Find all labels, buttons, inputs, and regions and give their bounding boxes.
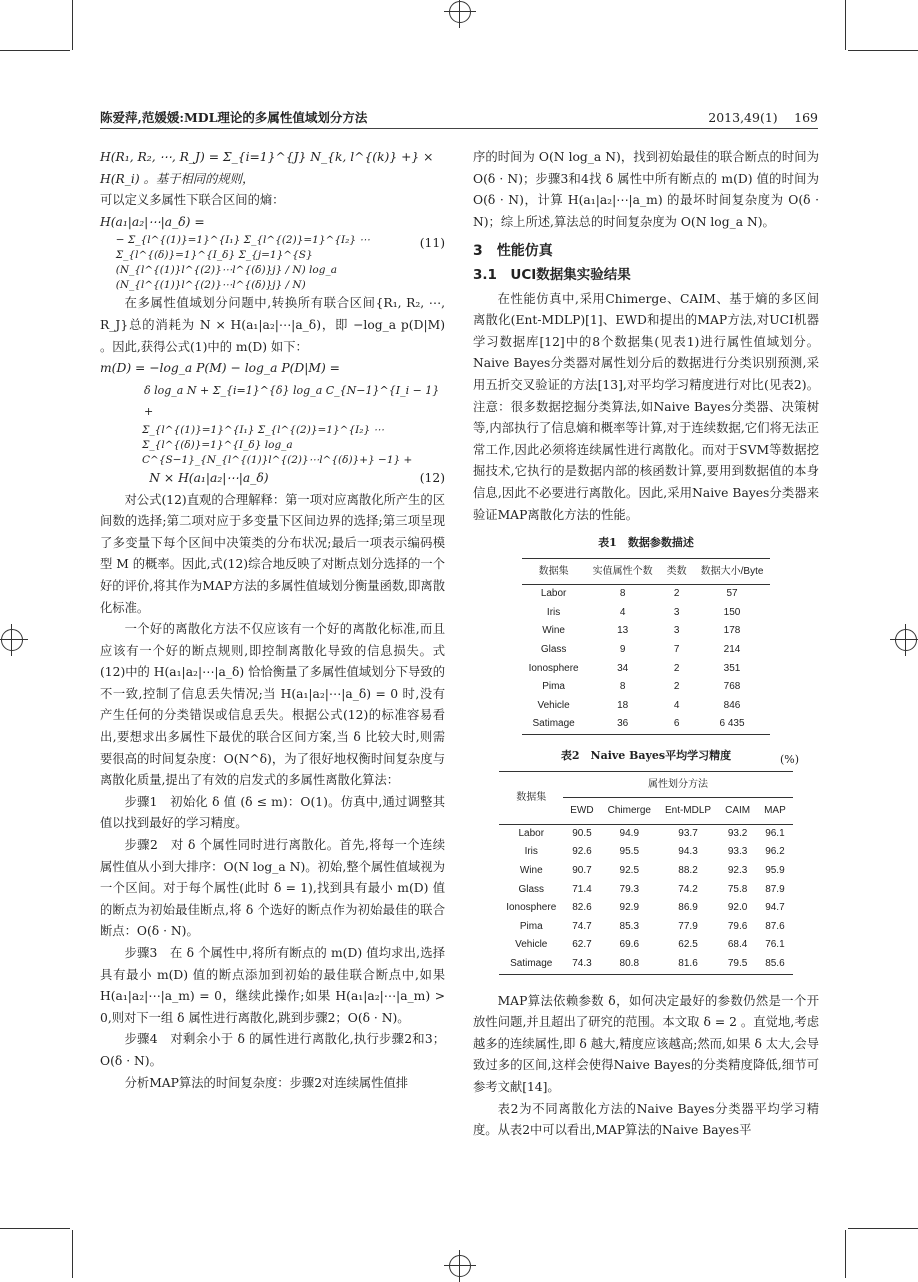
paragraph: 可以定义多属性下联合区间的熵： (100, 193, 285, 208)
table-row (522, 622, 771, 641)
registration-mark-icon (449, 1, 471, 23)
header-year-page: 2013,49(1) 169 (708, 110, 818, 125)
table-cell: 4 (619, 606, 626, 618)
table-cell: 74.7 (572, 920, 592, 932)
table-cell: Pima (542, 681, 565, 693)
crop-mark (0, 1228, 70, 1229)
equation-11-lhs: H(a₁|a₂|⋯|a_δ) = (100, 214, 205, 229)
table-row (522, 641, 771, 660)
table-cell: 85.3 (619, 920, 640, 932)
table-cell: 92.9 (619, 902, 640, 914)
table-cell: 8 (619, 681, 626, 693)
table-cell: 768 (723, 681, 741, 693)
table-cell: 7 (673, 644, 680, 656)
table-cell: Glass (518, 883, 545, 895)
table-cell: 92.5 (619, 865, 640, 876)
table-cell: 95.5 (619, 846, 640, 858)
equation-12-line-3: Σ_{l^{(1)}=1}^{I₁} Σ_{l^{(2)}=1}^{I₂} ⋯ Σ_{l^{(δ)}=1}^{I_δ} log_a C^{S−1}_{N_{l^{(1)}l^{(2)}⋯l^{(δ)}+} −1} + (142, 423, 413, 466)
table-cell: 62.7 (572, 939, 592, 951)
equation-11 (100, 233, 445, 293)
algorithm-step-1: 步骤1 初始化 δ 值 (δ ≤ m)：O(1)。仿真中,通过调整其值以找到最好的学习精度。 (100, 794, 445, 831)
equation-10: H(R₁, R₂, ⋯, R_J) = Σ_{i=1}^{J} N_{k, l^{(k)} +} × H(R_i) 。基于相同的规则， (100, 150, 434, 186)
subsection-heading: 3.1 UCI数据集实验结果 (473, 266, 631, 283)
table-2-column-header: CAIM (718, 798, 757, 825)
table-2-unit: (%) (779, 753, 799, 767)
table-row (522, 604, 771, 623)
table-cell: 90.5 (572, 827, 592, 839)
table-row (522, 585, 771, 604)
table-cell: 71.4 (572, 883, 592, 895)
registration-mark-icon (1, 629, 23, 651)
table-cell: 74.3 (563, 955, 600, 974)
table-row (499, 824, 793, 843)
table-cell: 62.5 (678, 939, 698, 951)
crop-mark (848, 1228, 918, 1229)
algorithm-step-3: 步骤3 在 δ 个属性中,将所有断点的 m(D) 值均求出,选择具有最小 m(D) 值的断点添加到初始的最佳联合断点中,如果 H(a₁|a₂|⋯|a_m) = 0，继续此操作;如果 H(a₁|a₂|⋯|a_m) > 0,则对下一组 δ 属性进行离散化,跳到步骤2；O(δ · N)。 (100, 946, 445, 1025)
table-row (522, 715, 771, 734)
table-cell: Wine (542, 625, 565, 637)
paragraph: 在多属性值域划分问题中,转换所有联合区间{R₁, R₂, ⋯, R_J}总的消耗为 N × H(a₁|a₂|⋯|a_δ)，即 −log_a p(D|M) 。因此,获得公式(1)中的 m(D) 如下： (100, 296, 445, 354)
table-cell: 8 (619, 588, 626, 600)
table-cell: 75.8 (727, 883, 748, 895)
algorithm-step-4: 步骤4 对剩余小于 δ 的属性进行离散化,执行步骤2和3；O(δ · N)。 (100, 1032, 445, 1068)
table-cell: 96.1 (765, 827, 785, 839)
header-authors-title: 陈爱萍,范媛媛:MDL理论的多属性值域划分方法 (100, 110, 368, 125)
table-cell: 92.3 (727, 865, 748, 876)
table-cell: 86.9 (678, 902, 698, 914)
left-column (100, 147, 445, 1094)
equation-11-number: (11) (419, 236, 445, 251)
table-cell: Ionosphere (528, 662, 579, 674)
table-2-group-header: 属性划分方法 (563, 771, 793, 798)
table-cell: 90.7 (572, 865, 592, 876)
crop-mark (845, 0, 846, 50)
table-cell: 94.3 (678, 846, 698, 858)
equation-12-line-1: m(D) = −log_a P(M) − log_a P(D|M) = (100, 361, 340, 376)
equation-12-number: (12) (419, 470, 445, 485)
table-cell: Glass (540, 644, 567, 656)
crop-mark (72, 1230, 73, 1278)
table-2-row-header: 数据集 (499, 771, 563, 824)
table-cell: Iris (546, 606, 561, 618)
equation-11-rhs: − Σ_{l^{(1)}=1}^{I₁} Σ_{l^{(2)}=1}^{I₂} ⋯ Σ_{l^{(δ)}=1}^{I_δ} Σ_{j=1}^{S} (N_{l^{(1)}l^{(2)}⋯l^{(δ)}j} / N) log_a (N_{l^{(1)}l^{(2)}⋯l^{(δ)}j} / N) (115, 234, 370, 292)
table-cell: 96.2 (765, 846, 785, 858)
table-cell: 2 (673, 588, 680, 600)
table-cell: 77.9 (678, 920, 698, 932)
table-cell: Pima (519, 920, 543, 932)
paragraph: MAP算法依赖参数 δ，如何决定最好的参数仍然是一个开放性问题,并且超出了研究的范围。本文取 δ = 2 。直觉地,考虑越多的连续属性,即 δ 越大,精度应该越高;然而,如果 δ 太大,会导致过多的区间,这样会使得Naive Bayes的分类精度降低,细节可参考文献[14]。 (473, 993, 819, 1094)
table-cell: 93.2 (727, 827, 748, 839)
table-2-column-header: MAP (757, 798, 793, 825)
table-1-column-header: 数据集 (522, 558, 586, 585)
table-cell: 2 (673, 681, 680, 693)
table-cell: 92.6 (572, 846, 592, 858)
table-cell: 76.1 (765, 939, 785, 951)
table-cell: 57 (726, 588, 738, 600)
table-cell: 13 (617, 625, 629, 637)
table-2-column-header: EWD (563, 798, 600, 825)
table-cell: 95.9 (765, 865, 785, 876)
table-2-column-header: Chimerge (601, 798, 658, 825)
table-cell: 87.9 (765, 883, 785, 895)
table-cell: 94.9 (619, 827, 640, 839)
crop-mark (848, 50, 918, 51)
table-cell: 3 (673, 606, 680, 618)
table-2-title: 表2 Naive Bayes平均学习精度 (560, 749, 732, 763)
table-2 (499, 771, 793, 975)
table-row (522, 697, 771, 716)
table-cell: 87.6 (765, 920, 785, 932)
algorithm-step-2: 步骤2 对 δ 个属性同时进行离散化。首先,将每一个连续属性值从小到大排序：O(N log_a N)。初始,整个属性值域视为一个区间。对于每个属性(此时 δ = 1),找到具有最小 m(D) 值的断点为初始最佳断点,将 δ 个选好的断点作为初始最佳的联合断点：O(δ · N)。 (100, 838, 445, 939)
table-cell: Wine (519, 865, 543, 876)
table-1-column-header: 实值属性个数 (586, 558, 660, 585)
equation-12-line-2: δ log_a N + Σ_{i=1}^{δ} log_a C_{N−1}^{I_i − 1} + (144, 383, 440, 419)
crop-mark (72, 0, 73, 50)
table-cell: Satimage (522, 715, 586, 734)
crop-mark (845, 1230, 846, 1278)
table-cell: 69.6 (619, 939, 640, 951)
table-row (522, 660, 771, 679)
table-cell: 6 435 (694, 715, 771, 734)
paragraph: 在性能仿真中,采用Chimerge、CAIM、基于熵的多区间离散化(Ent-MDLP)[1]、EWD和提出的MAP方法,对UCI机器学习数据库[12]中的8个数据集(见表1)进行属性值域划分。Naive Bayes分类器对属性划分后的数据进行分类识别预测,采用五折交叉验证的方法[13],对平均学习精度进行对比(见表2)。注意：很多数据挖掘分类算法,如Naive Bayes分类器、决策树等,内部执行了信息熵和概率等计算,对于连续数据,它们将无法正常工作,因此必须将连续属性进行离散化。而对于SVM等数据挖掘技术,它执行的是数据内部的核函数计算,要用到数据值的本身信息,因此不必要进行离散化。因此,采用Naive Bayes分类器来验证MAP离散化方法的性能。 (473, 291, 819, 522)
equation-12-line-4: N × H(a₁|a₂|⋯|a_δ) (149, 470, 269, 485)
table-2-caption (473, 745, 819, 767)
registration-mark-icon (895, 629, 917, 651)
table-cell: 82.6 (572, 902, 592, 914)
section-heading: 3 性能仿真 (473, 243, 553, 260)
table-cell: 80.8 (601, 955, 658, 974)
table-cell: Vehicle (515, 939, 548, 951)
table-cell: 93.7 (678, 827, 698, 839)
table-row (499, 936, 793, 955)
table-2-column-header: Ent-MDLP (658, 798, 718, 825)
table-cell: 34 (617, 662, 629, 674)
table-cell: 85.6 (757, 955, 793, 974)
table-1 (522, 558, 771, 735)
table-cell: 88.2 (678, 865, 698, 876)
table-cell: Labor (518, 827, 545, 839)
table-cell: 9 (619, 644, 626, 656)
table-cell: 79.6 (727, 920, 748, 932)
table-cell: 94.7 (765, 902, 785, 914)
table-cell: 846 (723, 699, 741, 711)
paragraph: 对公式(12)直观的合理解释：第一项对应离散化所产生的区间数的选择;第二项对应于多变量下区间边界的选择;第三项呈现了多变量下每个区间中决策类的分布状况;最后一项表示编码模型 M 的概率。因此,式(12)综合地反映了对断点划分选择的一个好的评价,将其作为MAP方法的多属性值域划分衡量函数,即离散化标准。 (100, 492, 445, 615)
table-cell: 2 (673, 662, 680, 674)
table-cell: 4 (673, 699, 680, 711)
table-cell: 68.4 (727, 939, 748, 951)
table-cell: Vehicle (537, 699, 570, 711)
table-row (499, 862, 793, 881)
table-cell: 74.2 (678, 883, 698, 895)
paragraph: 序的时间为 O(N log_a N)，找到初始最佳的联合断点的时间为 O(δ · N)；步骤3和4找 δ 属性中所有断点的 m(D) 值的时间为 O(δ · N)，计算 H(a₁|a₂|⋯|a_m) 的最坏时间复杂度为 O(δ · N)；综上所述,算法总的时间复杂度为 O(N log_a N)。 (473, 150, 819, 229)
table-cell: 150 (723, 606, 741, 618)
table-row (499, 899, 793, 918)
table-cell: Labor (540, 588, 567, 600)
table-row (499, 955, 793, 974)
table-cell: 3 (673, 625, 680, 637)
table-cell: Ionosphere (506, 902, 557, 914)
right-column (473, 147, 819, 1142)
paragraph: 一个好的离散化方法不仅应该有一个好的离散化标准,而且应该有一个好的断点规则,即控制离散化导致的信息损失。式(12)中的 H(a₁|a₂|⋯|a_δ) 恰恰衡量了多属性值域划分下导致的不一致,控制了信息丢失情况;当 H(a₁|a₂|⋯|a_δ) = 0 时,没有产生任何的分类错误或信息丢失。根据公式(12)的标准容易看出,要想求出多属性下最优的联合区间方案,当 δ 比较大时,则需要很高的时间复杂度：O(N^δ)，为了很好地权衡时间复杂度与离散化质量,提出了有效的启发式的多属性离散化算法： (100, 622, 445, 788)
paragraph: 分析MAP算法的时间复杂度：步骤2对连续属性值排 (124, 1075, 409, 1090)
running-header (100, 108, 818, 129)
equation-12 (100, 468, 445, 490)
table-row (499, 843, 793, 862)
table-row (499, 918, 793, 937)
table-cell: 36 (586, 715, 660, 734)
table-row (522, 678, 771, 697)
table-row (499, 881, 793, 900)
table-1-caption: 表1 数据参数描述 (598, 536, 694, 550)
table-cell: 178 (723, 625, 741, 637)
registration-mark-icon (449, 1255, 471, 1277)
table-1-column-header: 数据大小/Byte (694, 558, 771, 585)
table-cell: 79.3 (619, 883, 640, 895)
table-cell: 6 (660, 715, 694, 734)
table-cell: 92.0 (727, 902, 748, 914)
table-cell: 79.5 (718, 955, 757, 974)
table-cell: Satimage (499, 955, 563, 974)
table-cell: 93.3 (727, 846, 748, 858)
paragraph: 表2为不同离散化方法的Naive Bayes分类器平均学习精度。从表2中可以看出,MAP算法的Naive Bayes平 (473, 1101, 819, 1138)
table-1-column-header: 类数 (660, 558, 694, 585)
table-cell: Iris (524, 846, 538, 858)
table-cell: 351 (723, 662, 741, 674)
table-cell: 18 (617, 699, 629, 711)
table-cell: 81.6 (658, 955, 718, 974)
table-cell: 214 (723, 644, 741, 656)
crop-mark (0, 50, 70, 51)
